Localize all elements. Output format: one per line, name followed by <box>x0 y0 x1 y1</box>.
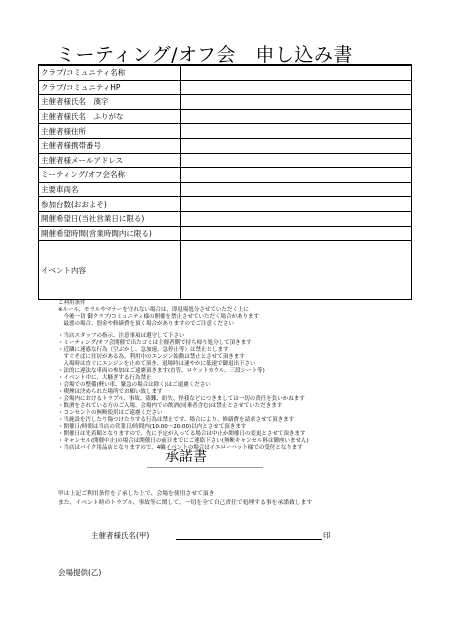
terms-of-use <box>58 300 398 452</box>
form-row-value-cell[interactable] <box>181 65 412 80</box>
terms-rule-line: ・喫煙は決められた場所でお願い致します <box>58 389 163 395</box>
form-row-label: 開催希望時間(営業時間内に限る) <box>39 226 181 241</box>
terms-line: ご利用条件 <box>58 300 86 306</box>
terms-rule-line: ・キャンセル(開催中止)の場合は開催日の前日までにご連絡下さい(無断キャンセル料は御座いません) <box>58 438 309 444</box>
form-row <box>39 124 412 139</box>
terms-rule-line: ・コンセントの無断使用はご遠慮ください <box>58 410 163 416</box>
form-row-value-cell[interactable] <box>181 211 412 226</box>
form-row-label: 主催者様氏名 ふりがな <box>39 109 181 124</box>
form-row-value-cell[interactable] <box>181 95 412 110</box>
form-row-label: 主催者様メールアドレス <box>39 153 181 168</box>
terms-rule-line: ・法的に違法な車両の参加はご遠慮頂きます(直管、ロケットカウル、三段シート等) <box>58 368 265 374</box>
terms-rule-line: すぐそばに住居がある為、利用中のエンジン始動は禁止とさせて頂きます <box>58 354 245 360</box>
form-row <box>39 80 412 95</box>
form-row-value-cell[interactable] <box>181 109 412 124</box>
form-row <box>39 109 412 124</box>
form-row <box>39 95 412 110</box>
terms-rule-line: 入場時は直ぐにエンジンを止めて頂き、退場時は速やかに低速で御退出下さい <box>58 361 256 367</box>
venue-provider-label: 会場提供(乙) <box>58 568 102 577</box>
application-form-table <box>38 64 412 300</box>
form-row <box>39 153 412 168</box>
terms-rule-line: ・会場内におけるトラブル、事故、盗難、紛失、怪我などにつきましては一切の責任を負いかねます <box>58 396 305 402</box>
form-row-label: 主催者様氏名 漢字 <box>39 95 181 110</box>
terms-rule-line: ・当店スタッフの指示、注意事項は遵守して下さい <box>58 333 185 339</box>
form-row-label: 参加台数(おおよそ) <box>39 197 181 212</box>
statement-line: また、イベント時のトラブル、事故等に関して、一切を全て自己責任で処理する事を承諾致します <box>58 500 313 506</box>
form-row-label: クラブ/コミュニティ名称 <box>39 65 181 80</box>
terms-rule-line: ・ミーティング/オフ会開催で出たゴミは主催者側で持ち帰り処分して頂きます <box>58 340 252 346</box>
terms-rule-line: ・当施設を汚したり傷つけたりする行為は禁止です、場合により、修繕費を請求させて頂きます <box>58 417 295 423</box>
terms-rule-line: ・近隣に迷惑な行為（空ぶかし、急加速、急停止等）は禁止とします <box>58 347 229 353</box>
acceptance-statement <box>58 490 312 508</box>
form-row <box>39 226 412 241</box>
form-row <box>39 138 412 153</box>
form-row-value-cell[interactable] <box>181 124 412 139</box>
acceptance-title: 承諾書 <box>165 449 207 465</box>
form-row-label: 主催者様住所 <box>39 124 181 139</box>
terms-line: 最悪の場合、罰金や修繕費を頂く場合がありますのでご注意ください <box>58 321 235 327</box>
form-row-value-cell[interactable] <box>181 138 412 153</box>
terms-rule-line: ・当店はバイク用品店となりますので、4輪イベントの場合はイエローハット様での受付となります <box>58 445 303 451</box>
page-title: ミーティング/オフ会 申し込み書 <box>56 44 353 66</box>
form-row <box>39 168 412 183</box>
form-row-label: 主要車両名 <box>39 182 181 197</box>
acceptance-title-underline <box>147 467 263 468</box>
form-row-value-cell[interactable] <box>181 153 412 168</box>
form-row-value-cell[interactable] <box>181 80 412 95</box>
terms-rule-line: ・飲酒をされている方のご入場、会場内での飲酒(同乗者含む)は禁止とさせていただきます <box>58 403 283 409</box>
form-row-value-cell[interactable] <box>181 226 412 241</box>
form-row <box>39 197 412 212</box>
organizer-signature-line[interactable] <box>176 539 322 540</box>
terms-rules-list <box>58 333 398 452</box>
seal-mark: 印 <box>323 531 331 540</box>
form-row <box>39 211 412 226</box>
form-row-value-cell[interactable] <box>181 168 412 183</box>
form-row-label: 主催者様携帯番号 <box>39 138 181 153</box>
terms-rule-line: ・イベント中に、大騒ぎする行為禁止 <box>58 375 152 381</box>
event-content-value-cell[interactable] <box>181 241 412 300</box>
organizer-sign-label: 主催者様氏名(甲) <box>91 531 150 540</box>
event-content-label: イベント内容 <box>39 241 181 300</box>
form-row-value-cell[interactable] <box>181 197 412 212</box>
form-row-label: 開催希望日(当社営業日に限る) <box>39 211 181 226</box>
form-row <box>39 65 412 80</box>
terms-rule-line: ・開催日/時間は当店の営業日/時間内(10:00〜20:00)以内とさせて頂きます <box>58 424 247 430</box>
terms-rule-line: ・開催日は先着順となりますので、先に予定が入ってる場合は中止か開催日の変更とさせて頂きます <box>58 431 306 437</box>
terms-rule-line: ・会場での整備(軽い車、緊急の場合は除く)はご遠慮ください <box>58 382 211 388</box>
form-row-label: ミーティング/オフ会名称 <box>39 168 181 183</box>
terms-line: ※ルール、モラルやマナーを守れない場合は、即退場処分させていただく上に <box>58 307 249 313</box>
form-row-event <box>39 241 412 300</box>
statement-line: 甲は上記ご利用条件を了承した上で、会場を使用させて頂き <box>58 491 215 497</box>
form-row-value-cell[interactable] <box>181 182 412 197</box>
form-row <box>39 182 412 197</box>
terms-intro <box>58 300 398 328</box>
terms-line: 今後一切 御クラブ/コミュニティ様の開催を禁止させていただく場合があります <box>58 314 260 320</box>
form-row-label: クラブ/コミュニティHP <box>39 80 181 95</box>
